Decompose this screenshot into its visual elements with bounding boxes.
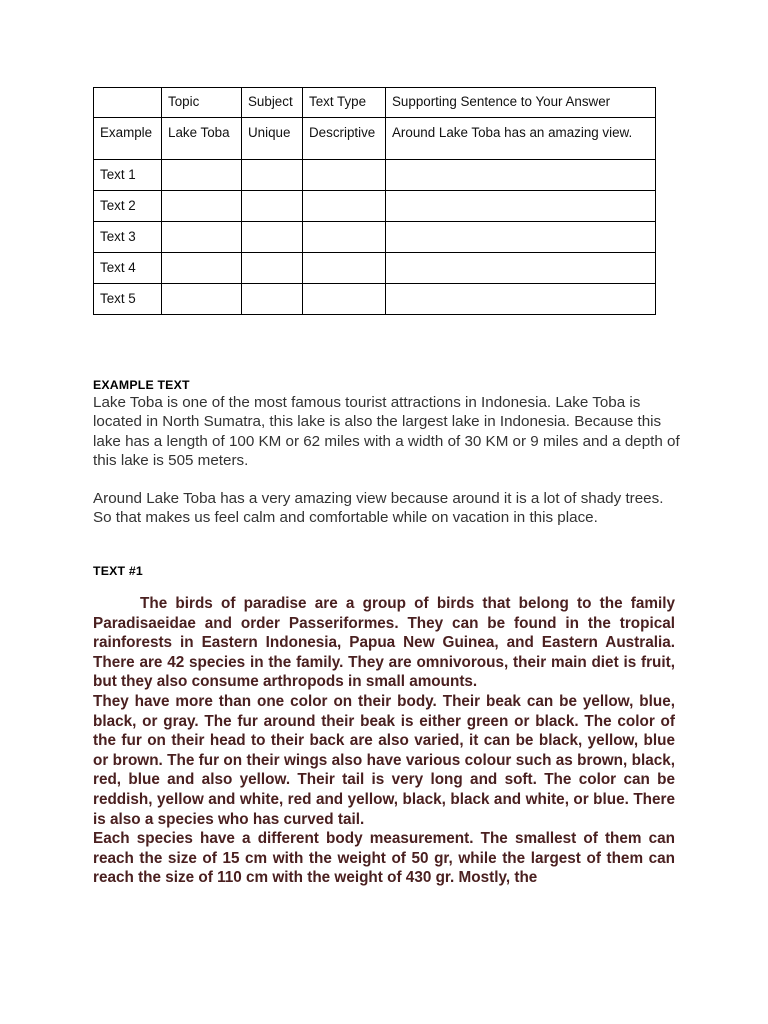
table-cell: Text 2: [94, 191, 162, 222]
table-header-cell: Subject: [242, 88, 303, 118]
table-cell-empty: [162, 191, 242, 222]
table-cell-empty: [242, 253, 303, 284]
example-paragraph: Lake Toba is one of the most famous tourist attractions in Indonesia. Lake Toba is located in North Sumatra, this lake is also the largest lake in Indonesia. Because this lake has a length of 100 KM or 62 miles with a width of 30 KM or 9 miles and a depth of this lake is 505 meters.: [93, 394, 680, 469]
table-cell-empty: [242, 284, 303, 315]
table-row-example: [94, 118, 656, 160]
table-cell-empty: [242, 191, 303, 222]
table-cell-empty: [386, 160, 656, 191]
table-cell-empty: [303, 160, 386, 191]
text1-paragraph: Each species have a different body measurement. The smallest of them can reach the size of 15 cm with the weight of 50 gr, while the largest of them can reach the size of 110 cm with the weight of 430 gr. Mostly, the: [93, 830, 675, 887]
table-cell-empty: [386, 284, 656, 315]
text1-paragraph: They have more than one color on their body. Their beak can be yellow, blue, black, or gray. The fur around their beak is either green or black. The color of the fur on their head to their back are also varied, it can be black, yellow, blue or brown. The fur on their wings also have various colour such as brown, black, red, blue and also yellow. Their tail is very long and soft. The color can be reddish, yellow and white, red and yellow, black, black and white, or blue. There is also a species who has curved tail.: [93, 692, 675, 828]
example-text-heading: EXAMPLE TEXT: [93, 378, 190, 392]
table-row: [94, 222, 656, 253]
table-cell: Text 5: [94, 284, 162, 315]
table-cell: Unique: [242, 118, 303, 160]
table-cell-empty: [303, 284, 386, 315]
table-cell: Example: [94, 118, 162, 160]
table-cell-empty: [386, 191, 656, 222]
table-cell-empty: [303, 191, 386, 222]
text1-body: [93, 594, 675, 888]
table-row: [94, 160, 656, 191]
example-paragraph: Around Lake Toba has a very amazing view because around it is a lot of shady trees. So that makes us feel calm and comfortable while on vacation in this place.: [93, 490, 664, 527]
table-row: [94, 191, 656, 222]
table-cell-empty: [242, 222, 303, 253]
table-cell: Lake Toba: [162, 118, 242, 160]
table-cell: Text 4: [94, 253, 162, 284]
table-header-cell: Supporting Sentence to Your Answer: [386, 88, 656, 118]
text1-heading: TEXT #1: [93, 564, 143, 578]
table-row: [94, 284, 656, 315]
table-cell-empty: [162, 284, 242, 315]
table-header-cell: Topic: [162, 88, 242, 118]
table-cell-empty: [242, 160, 303, 191]
table-cell: Descriptive: [303, 118, 386, 160]
table-cell-empty: [162, 253, 242, 284]
answer-table: [93, 87, 656, 315]
table-cell-empty: [386, 253, 656, 284]
table-cell: Around Lake Toba has an amazing view.: [386, 118, 656, 160]
table-cell-empty: [303, 253, 386, 284]
table-cell: Text 1: [94, 160, 162, 191]
example-text-body: [93, 393, 683, 528]
text1-paragraph: The birds of paradise are a group of birds that belong to the family Paradisaeidae and order Passeriformes. They can be found in the tropical rainforests in Eastern Indonesia, Papua New Guinea, and Eastern Australia. There are 42 species in the family. They are omnivorous, their main diet is fruit, but they also consume arthropods in small amounts.: [93, 595, 675, 691]
table-header-cell: Text Type: [303, 88, 386, 118]
table-cell-empty: [162, 160, 242, 191]
table-cell: Text 3: [94, 222, 162, 253]
table-row: [94, 253, 656, 284]
table-header-row: [94, 88, 656, 118]
table-cell-empty: [303, 222, 386, 253]
table-header-cell: [94, 88, 162, 118]
table-cell-empty: [162, 222, 242, 253]
table-cell-empty: [386, 222, 656, 253]
